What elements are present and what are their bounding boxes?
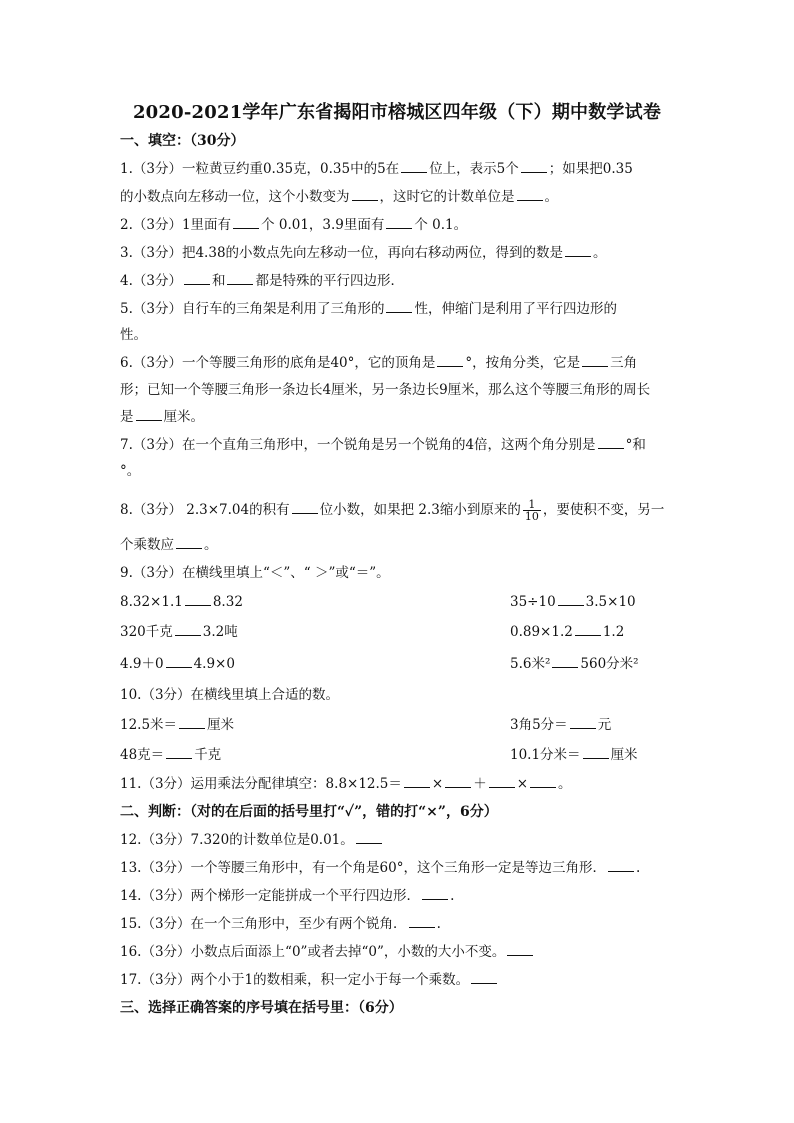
answer-blank[interactable] — [185, 593, 211, 606]
question-13: 13.（3分）一个等腰三角形中，有一个角是60°，这个三角形一定是等边三角形． . — [120, 860, 641, 876]
question-10-row-1: 12.5米＝ 厘米 3角5分＝ 元 — [120, 717, 612, 733]
answer-blank[interactable] — [184, 272, 210, 285]
question-4: 4.（3分） 和 都是特殊的平行四边形． — [120, 273, 404, 289]
answer-blank[interactable] — [575, 623, 601, 636]
answer-blank[interactable] — [598, 436, 624, 449]
answer-blank[interactable] — [292, 501, 318, 514]
question-6-line-2: 形；已知一个等腰三角形一条边长4厘米，另一条边长9厘米，那么这个等腰三角形的周长 — [120, 382, 651, 398]
question-9-row-2: 320千克 3.2吨 0.89×1.2 1.2 — [120, 624, 625, 640]
question-1-line-1: 1.（3分）一粒黄豆约重0.35克，0.35中的5在 位上，表示5个 ；如果把0.35 — [120, 161, 633, 177]
question-6-line-3: 是 厘米。 — [120, 409, 204, 425]
question-7-line-2: °。 — [120, 463, 141, 479]
question-16: 16.（3分）小数点后面添上“0”或者去掉“0”，小数的大小不变。 — [120, 943, 680, 961]
question-11: 11.（3分）运用乘法分配律填空：8.8×12.5＝ × ＋ × 。 — [120, 776, 572, 792]
answer-blank[interactable] — [558, 593, 584, 606]
question-9-row-3: 4.9＋0 4.9×0 5.6米² 560分米² — [120, 656, 639, 672]
question-5-line-1: 5.（3分）自行车的三角架是利用了三角形的 性，伸缩门是利用了平行四边形的 — [120, 301, 617, 317]
answer-blank[interactable] — [507, 943, 533, 956]
question-15: 15.（3分）在一个三角形中，至少有两个锐角． . — [120, 916, 441, 932]
question-8-line-1: 8.（3分） 2.3×7.04的积有 位小数，如果把 2.3缩小到原来的 $\frac{1}{10}$ ，要使积不变，另一 — [120, 498, 665, 523]
question-2: 2.（3分）1里面有 个 0.01，3.9里面有 个 0.1。 — [120, 217, 468, 233]
question-9-heading: 9.（3分）在横线里填上“＜”、“ ＞”或“＝”。 — [120, 565, 390, 581]
question-10-row-2: 48克＝ 千克 10.1分米＝ 厘米 — [120, 747, 638, 763]
answer-blank[interactable] — [565, 244, 591, 257]
question-17: 17.（3分）两个小于1的数相乘，积一定小于每一个乘数。 — [120, 971, 680, 989]
section-fill-in: 一、填空：（30分） — [120, 133, 245, 149]
fraction-one-tenth: $\frac{1}{10}$ — [524, 498, 539, 523]
answer-blank[interactable] — [521, 160, 547, 173]
answer-blank[interactable] — [437, 354, 463, 367]
question-12: 12.（3分）7.320的计数单位是0.01。 — [120, 831, 680, 849]
answer-blank[interactable] — [608, 859, 634, 872]
answer-blank[interactable] — [175, 623, 201, 636]
answer-blank[interactable] — [179, 716, 205, 729]
answer-blank[interactable] — [401, 160, 427, 173]
answer-blank[interactable] — [422, 887, 448, 900]
question-6-line-1: 6.（3分）一个等腰三角形的底角是40°，它的顶角是 °，按角分类，它是 三角 — [120, 355, 638, 371]
answer-blank[interactable] — [517, 188, 543, 201]
answer-blank[interactable] — [445, 775, 471, 788]
answer-blank[interactable] — [583, 746, 609, 759]
answer-blank[interactable] — [233, 216, 259, 229]
answer-blank[interactable] — [386, 216, 412, 229]
question-7-line-1: 7.（3分）在一个直角三角形中，一个锐角是另一个锐角的4倍，这两个角分别是 °和 — [120, 437, 646, 453]
answer-blank[interactable] — [386, 300, 412, 313]
answer-blank[interactable] — [352, 188, 378, 201]
answer-blank[interactable] — [582, 354, 608, 367]
answer-blank[interactable] — [176, 536, 202, 549]
exam-title: 2020-2021学年广东省揭阳市榕城区四年级（下）期中数学试卷 — [132, 102, 662, 123]
answer-blank[interactable] — [552, 655, 578, 668]
section-true-false: 二、判断：（对的在后面的括号里打“✓”，错的打“×”，6分） — [120, 804, 498, 820]
answer-blank[interactable] — [530, 775, 556, 788]
answer-blank[interactable] — [489, 775, 515, 788]
answer-blank[interactable] — [356, 831, 382, 844]
section-multiple-choice: 三、选择正确答案的序号填在括号里：（6分） — [120, 1000, 403, 1016]
question-3: 3.（3分）把4.38的小数点先向左移动一位，再向右移动两位，得到的数是 。 — [120, 245, 607, 261]
answer-blank[interactable] — [570, 716, 596, 729]
question-5-line-2: 性。 — [120, 327, 147, 343]
answer-blank[interactable] — [404, 775, 430, 788]
question-8-line-2: 个乘数应 。 — [120, 537, 218, 553]
answer-blank[interactable] — [136, 408, 162, 421]
question-10-heading: 10.（3分）在横线里填上合适的数。 — [120, 687, 340, 703]
answer-blank[interactable] — [409, 915, 435, 928]
question-9-row-1: 8.32×1.1 8.32 35÷10 3.5×10 — [120, 594, 636, 610]
answer-blank[interactable] — [227, 272, 253, 285]
question-1-line-2: 的小数点向左移动一位，这个小数变为 ，这时它的计数单位是 。 — [120, 189, 558, 205]
question-14: 14.（3分）两个梯形一定能拼成一个平行四边形． . — [120, 888, 455, 904]
answer-blank[interactable] — [166, 655, 192, 668]
answer-blank[interactable] — [471, 971, 497, 984]
answer-blank[interactable] — [166, 746, 192, 759]
